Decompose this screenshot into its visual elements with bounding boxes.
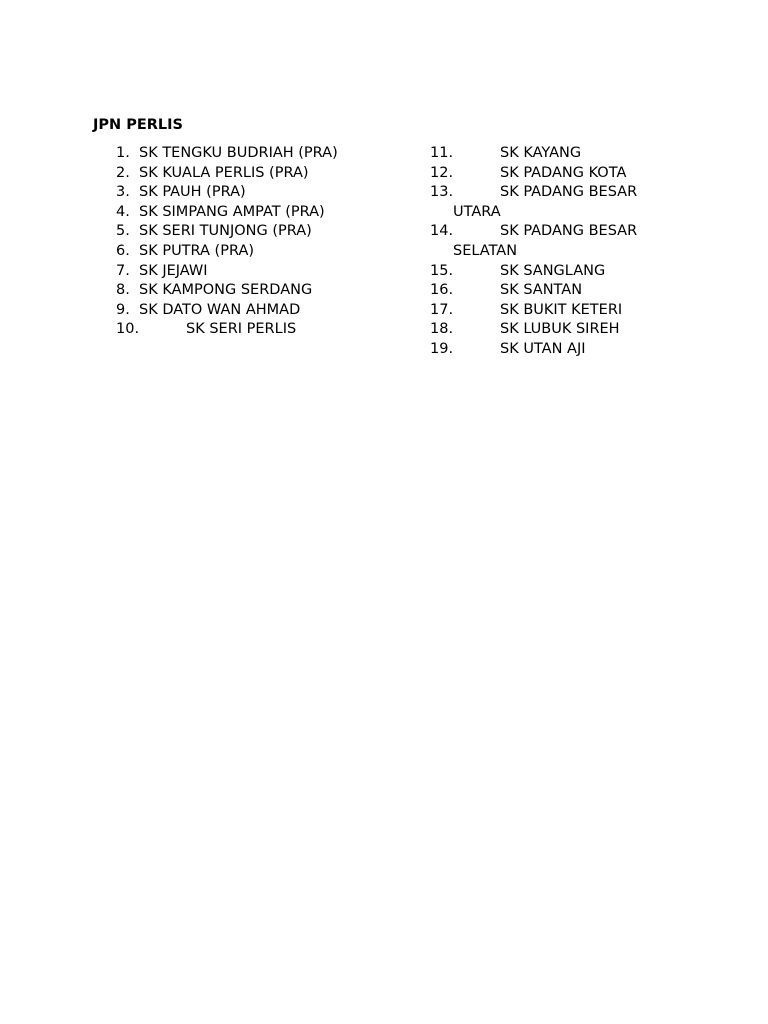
item-name: SK PUTRA (PRA) — [139, 242, 255, 259]
school-list-right — [430, 144, 670, 360]
item-number: 10. — [116, 321, 140, 338]
list-item — [116, 183, 416, 203]
item-number: 5. — [116, 223, 130, 240]
list-item — [116, 222, 416, 242]
item-number: 4. — [116, 203, 130, 220]
item-number: 7. — [116, 262, 130, 279]
item-name: SK KAYANG — [500, 145, 582, 161]
list-item — [430, 301, 670, 321]
item-number: 18. — [430, 321, 454, 338]
list-item — [430, 281, 670, 301]
list-item — [116, 242, 416, 262]
item-number: 6. — [116, 242, 130, 259]
school-list-left — [116, 144, 416, 340]
list-item — [116, 281, 416, 301]
list-item — [116, 301, 416, 321]
item-name: SK SIMPANG AMPAT (PRA) — [139, 203, 325, 220]
item-number: 11. — [430, 145, 454, 161]
list-item — [430, 340, 670, 360]
list-item — [430, 164, 670, 184]
item-number: 1. — [116, 145, 130, 161]
item-name-continuation: UTARA — [453, 203, 501, 220]
item-name: SK LUBUK SIREH — [500, 321, 620, 338]
item-name: SK TENGKU BUDRIAH (PRA) — [139, 145, 338, 161]
item-name: SK SANGLANG — [500, 262, 606, 279]
list-item — [116, 262, 416, 282]
list-item — [430, 144, 670, 164]
item-name: SK PADANG BESAR — [500, 184, 638, 201]
item-number: 17. — [430, 301, 454, 318]
item-name: SK SANTAN — [500, 282, 583, 299]
list-item — [116, 320, 416, 340]
item-number: 15. — [430, 262, 454, 279]
item-number: 2. — [116, 164, 130, 181]
item-name: SK JEJAWI — [139, 262, 208, 279]
item-number: 13. — [430, 184, 454, 201]
list-item — [116, 203, 416, 223]
item-name: SK KUALA PERLIS (PRA) — [139, 164, 309, 181]
item-number: 3. — [116, 184, 130, 201]
item-name: SK PADANG BESAR — [500, 223, 638, 240]
item-name-continuation: SELATAN — [453, 242, 518, 259]
item-name: SK UTAN AJI — [500, 340, 586, 357]
item-number: 12. — [430, 164, 454, 181]
item-number: 14. — [430, 223, 454, 240]
document-heading: JPN PERLIS — [93, 117, 183, 133]
item-number: 8. — [116, 282, 130, 299]
item-name: SK DATO WAN AHMAD — [139, 301, 301, 318]
list-item — [116, 144, 416, 164]
list-item — [430, 320, 670, 340]
list-item — [430, 183, 670, 222]
item-name: SK PADANG KOTA — [500, 164, 627, 181]
list-item — [430, 262, 670, 282]
list-item — [430, 222, 670, 261]
item-name: SK SERI TUNJONG (PRA) — [139, 223, 312, 240]
item-number: 16. — [430, 282, 454, 299]
item-name: SK KAMPONG SERDANG — [139, 282, 313, 299]
list-item — [116, 164, 416, 184]
item-number: 19. — [430, 340, 454, 357]
item-number: 9. — [116, 301, 130, 318]
item-name: SK BUKIT KETERI — [500, 301, 623, 318]
item-name: SK PAUH (PRA) — [139, 184, 246, 201]
item-name: SK SERI PERLIS — [186, 321, 297, 338]
